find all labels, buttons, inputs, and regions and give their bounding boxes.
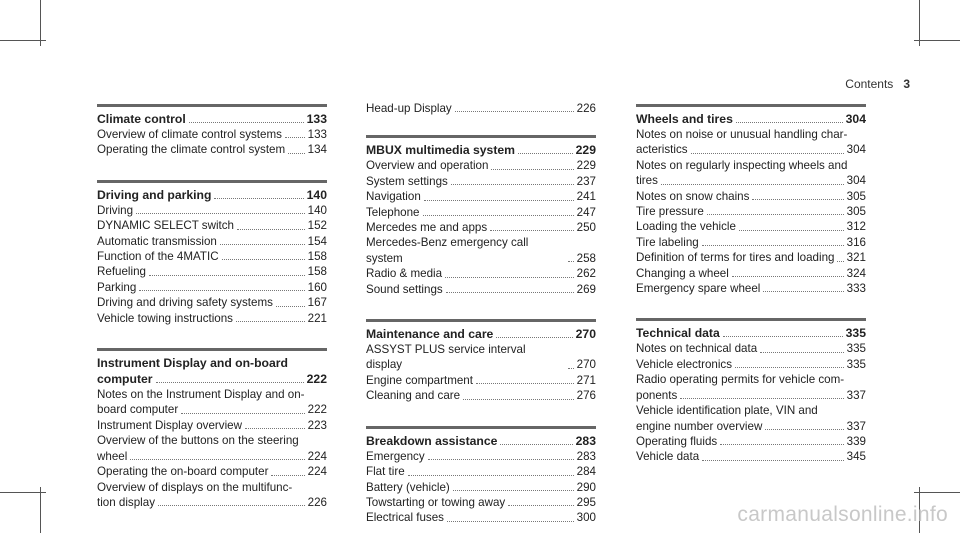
toc-section-title[interactable]: Driving and parking 140: [97, 187, 327, 202]
toc-section-maintenance: [366, 319, 596, 404]
toc-entry[interactable]: Mercedes-Benz emergency call system 258: [366, 236, 596, 265]
toc-section-technical-data: [636, 318, 866, 464]
toc-section-mbux: [366, 135, 596, 297]
toc-section-wheels: [636, 104, 866, 296]
toc-entry[interactable]: Notes on snow chains 305: [636, 189, 866, 203]
crop-mark: [0, 40, 46, 41]
toc-entry[interactable]: Operating fluids 339: [636, 434, 866, 448]
toc-section-title-line[interactable]: Instrument Display and on-board: [97, 356, 288, 371]
section-rule: [97, 180, 327, 183]
toc-entry[interactable]: ASSYST PLUS service interval display 270: [366, 343, 596, 372]
toc-column-1: [97, 104, 327, 532]
crop-mark: [914, 492, 960, 493]
toc-entry-line[interactable]: Vehicle identification plate, VIN and: [636, 404, 818, 418]
section-rule: [636, 104, 866, 107]
toc-entry[interactable]: Cleaning and care 276: [366, 389, 596, 403]
section-rule: [97, 348, 327, 351]
toc-entry[interactable]: Emergency 283: [366, 449, 596, 463]
toc-entry[interactable]: Changing a wheel 324: [636, 266, 866, 280]
toc-entry[interactable]: Sound settings 269: [366, 282, 596, 296]
toc-entry-headup[interactable]: Head-up Display 226: [366, 102, 596, 115]
watermark-text: carmanualsonline.info: [737, 503, 948, 526]
toc-column-3: [636, 104, 866, 487]
toc-entry[interactable]: Notes on technical data 335: [636, 342, 866, 356]
toc-entry[interactable]: Tire pressure 305: [636, 205, 866, 219]
toc-entry[interactable]: System settings 237: [366, 174, 596, 188]
toc-entry-line[interactable]: Overview of displays on the multifunc-: [97, 480, 293, 494]
toc-entry-line[interactable]: Notes on noise or unusual handling char-: [636, 128, 848, 141]
toc-section-climate: [97, 104, 327, 158]
toc-entry-line[interactable]: Overview of the buttons on the steering: [97, 434, 299, 448]
toc-entry[interactable]: engine number overview 337: [636, 419, 866, 433]
toc-entry[interactable]: wheel 224: [97, 449, 327, 463]
toc-entry[interactable]: Refueling 158: [97, 265, 327, 279]
toc-entry[interactable]: Overview and operation 229: [366, 159, 596, 173]
toc-entry[interactable]: Driving and driving safety systems 167: [97, 296, 327, 310]
toc-entry[interactable]: Engine compartment 271: [366, 373, 596, 387]
toc-section-breakdown: [366, 426, 596, 526]
toc-section-title[interactable]: Breakdown assistance 283: [366, 433, 596, 448]
crop-mark: [0, 492, 46, 493]
toc-entry[interactable]: board computer 222: [97, 403, 327, 417]
toc-entry[interactable]: Towstarting or towing away 295: [366, 495, 596, 509]
toc-entry[interactable]: acteristics 304: [636, 143, 866, 157]
toc-entry[interactable]: tion display 226: [97, 495, 327, 509]
section-rule: [366, 135, 596, 138]
toc-section-title[interactable]: Technical data 335: [636, 326, 866, 341]
toc-entry[interactable]: Parking 160: [97, 280, 327, 294]
page-number: 3: [903, 77, 910, 91]
toc-entry[interactable]: Telephone 247: [366, 205, 596, 219]
header-label: Contents: [845, 77, 894, 91]
toc-entry[interactable]: Vehicle data 345: [636, 450, 866, 464]
section-rule: [366, 319, 596, 322]
toc-column-2: [366, 101, 596, 548]
toc-section-instrument-display: [97, 348, 327, 510]
toc-entry[interactable]: Automatic transmission 154: [97, 234, 327, 248]
section-rule: [636, 318, 866, 321]
toc-entry[interactable]: Radio & media 262: [366, 267, 596, 281]
toc-section-title[interactable]: computer 222: [97, 372, 327, 387]
toc-entry[interactable]: Electrical fuses 300: [366, 511, 596, 525]
toc-entry[interactable]: Flat tire 284: [366, 465, 596, 479]
toc-entry[interactable]: Operating the on-board computer 224: [97, 465, 327, 479]
toc-entry[interactable]: Battery (vehicle) 290: [366, 480, 596, 494]
toc-entry[interactable]: Overview of climate control systems 133: [97, 128, 327, 141]
toc-entry[interactable]: Vehicle towing instructions 221: [97, 311, 327, 325]
toc-entry[interactable]: ponents 337: [636, 388, 866, 402]
toc-section-title[interactable]: MBUX multimedia system 229: [366, 143, 596, 158]
toc-entry-line[interactable]: Notes on the Instrument Display and on-: [97, 388, 305, 402]
section-rule: [97, 104, 327, 107]
crop-mark: [914, 40, 960, 41]
toc-entry-line[interactable]: Notes on regularly inspecting wheels and: [636, 158, 848, 172]
section-rule: [366, 426, 596, 429]
toc-entry[interactable]: Tire labeling 316: [636, 235, 866, 249]
toc-entry[interactable]: Mercedes me and apps 250: [366, 221, 596, 235]
toc-entry[interactable]: DYNAMIC SELECT switch 152: [97, 219, 327, 233]
toc-entry-line[interactable]: Radio operating permits for vehicle com-: [636, 373, 845, 387]
toc-section-title[interactable]: Climate control 133: [97, 112, 327, 126]
toc-entry[interactable]: Vehicle electronics 335: [636, 357, 866, 371]
toc-section-driving: [97, 180, 327, 326]
toc-section-title[interactable]: Wheels and tires 304: [636, 112, 866, 126]
toc-entry[interactable]: Function of the 4MATIC 158: [97, 250, 327, 264]
toc-entry[interactable]: Loading the vehicle 312: [636, 220, 866, 234]
toc-entry[interactable]: Navigation 241: [366, 190, 596, 204]
toc-section-title[interactable]: Maintenance and care 270: [366, 327, 596, 342]
toc-entry[interactable]: Operating the climate control system 134: [97, 143, 327, 157]
toc-entry[interactable]: Emergency spare wheel 333: [636, 282, 866, 296]
page-header: [845, 77, 910, 91]
toc-entry[interactable]: Instrument Display overview 223: [97, 418, 327, 432]
toc-entry[interactable]: tires 304: [636, 174, 866, 188]
toc-entry[interactable]: Definition of terms for tires and loading 321: [636, 251, 866, 265]
toc-entry[interactable]: Driving 140: [97, 203, 327, 217]
crop-mark: [40, 487, 41, 533]
